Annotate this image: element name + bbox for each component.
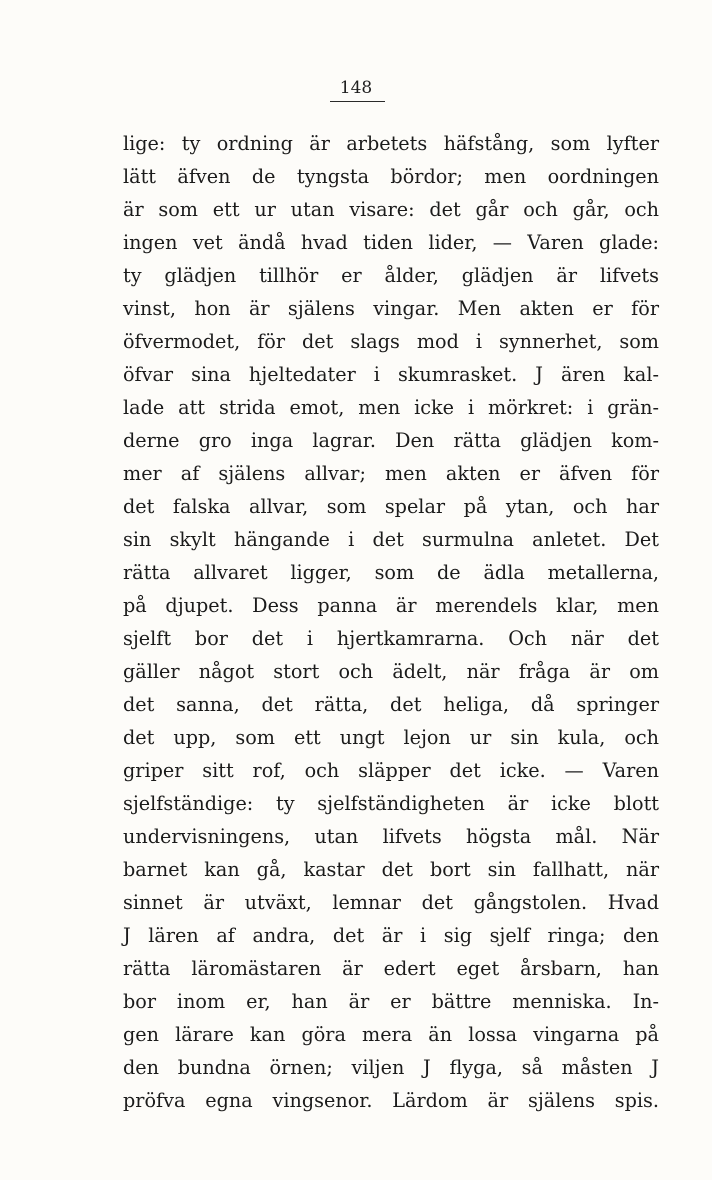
text-line: ingen vet ändå hvad tiden lider, — Varen glade: — [123, 231, 659, 254]
text-line: det falska allvar, som spelar på ytan, och har — [123, 495, 659, 518]
text-line: sjelfständige: ty sjelfständigheten är icke blott — [123, 792, 659, 815]
text-line: är som ett ur utan visare: det går och går, och — [123, 198, 659, 221]
text-line: gäller något stort och ädelt, när fråga är om — [123, 660, 659, 683]
page-number-rule — [330, 101, 385, 102]
text-line: griper sitt rof, och släpper det icke. — Varen — [123, 759, 659, 782]
text-line: det sanna, det rätta, det heliga, då springer — [123, 693, 659, 716]
text-line: lade att strida emot, men icke i mörkret: i grän- — [123, 396, 659, 419]
text-line: lätt äfven de tyngsta bördor; men oordningen — [123, 165, 659, 188]
text-line: lige: ty ordning är arbetets häfstång, som lyfter — [123, 132, 659, 155]
text-line: den bundna örnen; viljen J flyga, så måsten J — [123, 1056, 659, 1079]
text-line: undervisningens, utan lifvets högsta mål. När — [123, 825, 659, 848]
text-line: bor inom er, han är er bättre menniska. In- — [123, 990, 659, 1013]
text-line: sinnet är utväxt, lemnar det gångstolen. Hvad — [123, 891, 659, 914]
text-line: det upp, som ett ungt lejon ur sin kula, och — [123, 726, 659, 749]
text-line: derne gro inga lagrar. Den rätta glädjen kom- — [123, 429, 659, 452]
text-line: på djupet. Dess panna är merendels klar, men — [123, 594, 659, 617]
body-text — [123, 127, 659, 1117]
text-line: rätta läromästaren är edert eget årsbarn, han — [123, 957, 659, 980]
text-line: barnet kan gå, kastar det bort sin fallhatt, när — [123, 858, 659, 881]
text-line: J lären af andra, det är i sig sjelf ringa; den — [123, 924, 659, 947]
text-line: ty glädjen tillhör er ålder, glädjen är lifvets — [123, 264, 659, 287]
text-line: rätta allvaret ligger, som de ädla metallerna, — [123, 561, 659, 584]
text-line: sin skylt hängande i det surmulna anletet. Det — [123, 528, 659, 551]
text-line: sjelft bor det i hjertkamrarna. Och när det — [123, 627, 659, 650]
text-line: vinst, hon är själens vingar. Men akten er för — [123, 297, 659, 320]
text-line: öfvar sina hjeltedater i skumrasket. J ären kal- — [123, 363, 659, 386]
page-number: 148 — [339, 78, 373, 98]
text-line: mer af själens allvar; men akten er äfven för — [123, 462, 659, 485]
text-line: öfvermodet, för det slags mod i synnerhet, som — [123, 330, 659, 353]
text-line-last: pröfva egna vingsenor. Lärdom är själens spis. — [123, 1089, 659, 1112]
text-line: gen lärare kan göra mera än lossa vingarna på — [123, 1023, 659, 1046]
